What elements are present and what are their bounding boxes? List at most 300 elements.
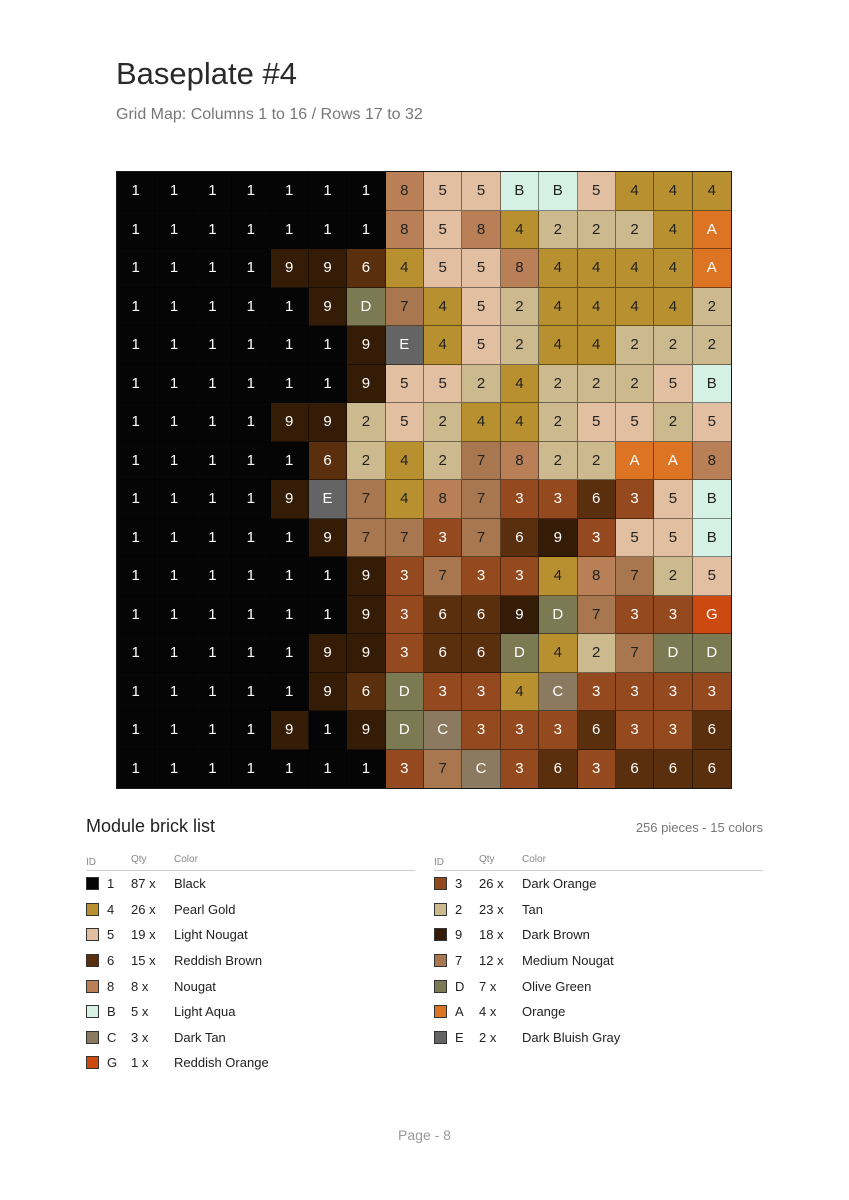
color-swatch	[434, 903, 447, 916]
grid-cell: 9	[347, 557, 385, 596]
brick-list-item	[434, 973, 763, 999]
grid-cell: 1	[271, 288, 309, 327]
brick-qty: 7 x	[479, 978, 497, 994]
grid-cell: B	[693, 480, 731, 519]
grid-cell: E	[386, 326, 424, 365]
grid-cell: 4	[693, 172, 731, 211]
color-swatch	[86, 980, 99, 993]
grid-cell: 1	[155, 634, 193, 673]
brick-id	[434, 979, 479, 994]
grid-cell: 2	[424, 403, 462, 442]
brick-list-item	[434, 948, 763, 974]
header-id: ID	[434, 856, 444, 868]
grid-cell: 1	[117, 596, 155, 635]
brick-list-summary: 256 pieces - 15 colors	[635, 820, 763, 835]
grid-cell: 1	[232, 673, 270, 712]
grid-cell: 9	[309, 403, 347, 442]
brick-color-name: Reddish Brown	[174, 953, 263, 969]
grid-cell: 1	[194, 288, 232, 327]
brick-id-text: B	[107, 1004, 116, 1020]
brick-id	[86, 979, 131, 994]
grid-cell: 6	[462, 634, 500, 673]
grid-cell: 1	[309, 750, 347, 789]
grid-cell: 3	[654, 596, 692, 635]
grid-cell: 1	[194, 172, 232, 211]
grid-cell: 3	[386, 750, 424, 789]
grid-cell: 1	[194, 480, 232, 519]
grid-cell: 4	[386, 442, 424, 481]
grid-cell: 5	[424, 365, 462, 404]
header-id: ID	[86, 856, 96, 868]
grid-cell: 3	[462, 557, 500, 596]
brick-id-text: A	[455, 1004, 464, 1020]
grid-cell: 2	[578, 211, 616, 250]
brick-qty: 18 x	[479, 927, 504, 943]
grid-cell: 3	[578, 519, 616, 558]
grid-cell: 7	[462, 519, 500, 558]
grid-cell: 6	[693, 711, 731, 750]
grid-cell: 8	[501, 442, 539, 481]
grid-cell: D	[501, 634, 539, 673]
grid-cell: 5	[693, 557, 731, 596]
grid-cell: 4	[501, 403, 539, 442]
grid-cell: 3	[654, 711, 692, 750]
brick-list-header	[434, 854, 763, 871]
page-title: Baseplate #4	[116, 56, 297, 91]
grid-cell: 9	[309, 288, 347, 327]
grid-cell: 1	[271, 442, 309, 481]
grid-cell: 1	[117, 365, 155, 404]
grid-cell: 8	[501, 249, 539, 288]
grid-cell: 1	[155, 365, 193, 404]
grid-cell: 9	[309, 519, 347, 558]
brick-list-item	[434, 1025, 763, 1051]
grid-cell: 9	[501, 596, 539, 635]
grid-cell: 5	[654, 480, 692, 519]
grid-cell: 4	[539, 288, 577, 327]
grid-cell: 1	[155, 673, 193, 712]
grid-cell: 2	[693, 326, 731, 365]
brick-id	[434, 902, 479, 917]
grid-cell: G	[693, 596, 731, 635]
grid-cell: 1	[232, 365, 270, 404]
grid-cell: 2	[539, 442, 577, 481]
grid-cell: D	[386, 711, 424, 750]
brick-qty: 2 x	[479, 1029, 497, 1045]
grid-cell: 5	[424, 249, 462, 288]
grid-cell: 9	[271, 403, 309, 442]
grid-cell: 1	[194, 519, 232, 558]
grid-cell: 4	[386, 249, 424, 288]
grid-cell: 1	[232, 326, 270, 365]
grid-cell: 1	[117, 634, 155, 673]
grid-cell: B	[693, 365, 731, 404]
brick-id-text: 1	[107, 876, 115, 892]
brick-color-name: Tan	[522, 901, 543, 917]
grid-cell: 3	[386, 557, 424, 596]
brick-qty: 26 x	[479, 876, 504, 892]
grid-cell: 7	[462, 442, 500, 481]
grid-cell: 1	[194, 403, 232, 442]
grid-cell: 5	[386, 365, 424, 404]
page-number: Page - 8	[398, 1127, 451, 1143]
grid-cell: A	[693, 211, 731, 250]
grid-cell: 9	[309, 634, 347, 673]
grid-cell: 8	[578, 557, 616, 596]
grid-cell: 1	[271, 365, 309, 404]
color-swatch	[86, 954, 99, 967]
brick-list-item	[434, 897, 763, 923]
grid-cell: 7	[424, 557, 462, 596]
color-swatch	[86, 1031, 99, 1044]
brick-list-item	[86, 973, 415, 999]
grid-cell: 6	[539, 750, 577, 789]
grid-cell: 1	[271, 673, 309, 712]
grid-cell: 4	[616, 172, 654, 211]
grid-cell: 5	[462, 288, 500, 327]
grid-cell: 5	[462, 172, 500, 211]
grid-cell: 1	[309, 557, 347, 596]
grid-cell: 4	[654, 211, 692, 250]
grid-cell: 2	[693, 288, 731, 327]
grid-cell: 1	[155, 596, 193, 635]
grid-cell: 1	[194, 557, 232, 596]
grid-cell: 4	[578, 288, 616, 327]
grid-cell: 3	[386, 634, 424, 673]
grid-cell: 5	[654, 519, 692, 558]
color-swatch	[434, 954, 447, 967]
grid-cell: 3	[462, 673, 500, 712]
grid-cell: 6	[347, 673, 385, 712]
brick-id-text: G	[107, 1055, 118, 1071]
grid-cell: 1	[194, 711, 232, 750]
grid-cell: 9	[347, 326, 385, 365]
grid-cell: D	[539, 596, 577, 635]
grid-cell: 3	[501, 711, 539, 750]
color-swatch	[434, 1005, 447, 1018]
brick-list-left-column	[86, 854, 415, 1076]
grid-cell: 1	[309, 596, 347, 635]
grid-cell: 1	[194, 596, 232, 635]
brick-id-text: 2	[455, 901, 463, 917]
grid-cell: 2	[501, 288, 539, 327]
brick-id-text: D	[455, 978, 465, 994]
grid-cell: 7	[386, 288, 424, 327]
grid-cell: 1	[155, 249, 193, 288]
grid-cell: 1	[232, 711, 270, 750]
brick-list-item	[86, 1025, 415, 1051]
grid-cell: 7	[347, 519, 385, 558]
grid-cell: 1	[347, 750, 385, 789]
grid-cell: C	[462, 750, 500, 789]
brick-list-item	[86, 871, 415, 897]
grid-cell: 4	[654, 249, 692, 288]
grid-cell: 3	[616, 673, 654, 712]
grid-cell: 1	[232, 480, 270, 519]
grid-cell: 3	[616, 596, 654, 635]
grid-cell: 9	[539, 519, 577, 558]
grid-cell: 1	[117, 442, 155, 481]
grid-cell: 9	[347, 634, 385, 673]
grid-cell: 5	[578, 403, 616, 442]
grid-cell: 2	[578, 442, 616, 481]
grid-cell: 1	[232, 442, 270, 481]
grid-cell: 1	[309, 172, 347, 211]
color-swatch	[86, 903, 99, 916]
grid-cell: 1	[194, 211, 232, 250]
grid-cell: 1	[309, 211, 347, 250]
grid-cell: 1	[155, 403, 193, 442]
brick-id-text: 4	[107, 901, 115, 917]
brick-qty: 4 x	[479, 1004, 497, 1020]
grid-cell: 9	[309, 249, 347, 288]
brick-list-item	[86, 897, 415, 923]
grid-cell: D	[347, 288, 385, 327]
grid-cell: 3	[654, 673, 692, 712]
mosaic-grid-map	[116, 171, 732, 789]
grid-cell: 8	[386, 172, 424, 211]
grid-cell: 2	[462, 365, 500, 404]
grid-cell: 2	[578, 365, 616, 404]
color-swatch	[86, 1005, 99, 1018]
grid-cell: 9	[271, 249, 309, 288]
grid-cell: 1	[155, 326, 193, 365]
brick-color-name: Pearl Gold	[174, 901, 236, 917]
grid-cell: 1	[194, 442, 232, 481]
brick-id	[434, 1030, 479, 1045]
grid-cell: 1	[232, 172, 270, 211]
brick-id-text: C	[107, 1029, 117, 1045]
grid-cell: 1	[271, 557, 309, 596]
color-swatch	[434, 877, 447, 890]
grid-cell: 7	[386, 519, 424, 558]
grid-cell: 1	[117, 480, 155, 519]
grid-cell: 9	[271, 480, 309, 519]
grid-cell: 1	[232, 634, 270, 673]
grid-cell: 1	[117, 557, 155, 596]
grid-cell: 1	[117, 673, 155, 712]
grid-cell: 7	[616, 557, 654, 596]
brick-id	[434, 927, 479, 942]
brick-id-text: E	[455, 1029, 464, 1045]
brick-list-item	[434, 922, 763, 948]
grid-cell: 4	[539, 326, 577, 365]
grid-cell: 1	[232, 750, 270, 789]
grid-cell: 5	[654, 365, 692, 404]
grid-cell: 1	[117, 403, 155, 442]
grid-cell: 5	[424, 211, 462, 250]
grid-cell: 3	[539, 711, 577, 750]
grid-cell: 2	[539, 211, 577, 250]
grid-cell: 3	[578, 750, 616, 789]
grid-cell: 2	[501, 326, 539, 365]
grid-cell: 5	[386, 403, 424, 442]
grid-cell: 9	[309, 673, 347, 712]
grid-cell: 3	[693, 673, 731, 712]
brick-qty: 5 x	[131, 1004, 149, 1020]
grid-cell: A	[616, 442, 654, 481]
grid-cell: 3	[424, 673, 462, 712]
grid-cell: 1	[271, 172, 309, 211]
grid-cell: B	[501, 172, 539, 211]
grid-cell: 2	[578, 634, 616, 673]
grid-cell: 1	[309, 711, 347, 750]
grid-cell: 6	[424, 596, 462, 635]
brick-id	[86, 927, 131, 942]
grid-cell: 6	[578, 480, 616, 519]
grid-cell: 7	[578, 596, 616, 635]
grid-cell: 1	[155, 172, 193, 211]
grid-cell: 8	[424, 480, 462, 519]
grid-cell: 1	[347, 172, 385, 211]
brick-color-name: Light Aqua	[174, 1004, 236, 1020]
brick-qty: 12 x	[479, 953, 504, 969]
grid-cell: 1	[117, 326, 155, 365]
brick-list-item	[434, 999, 763, 1025]
grid-cell: 9	[347, 365, 385, 404]
brick-qty: 26 x	[131, 901, 156, 917]
brick-id-text: 3	[455, 876, 463, 892]
brick-color-name: Orange	[522, 1004, 566, 1020]
grid-cell: 3	[578, 673, 616, 712]
grid-cell: 1	[155, 480, 193, 519]
grid-cell: 8	[693, 442, 731, 481]
grid-cell: 4	[424, 288, 462, 327]
grid-cell: 2	[654, 557, 692, 596]
brick-id	[434, 953, 479, 968]
brick-id	[86, 876, 131, 891]
grid-cell: 2	[424, 442, 462, 481]
grid-cell: 2	[616, 211, 654, 250]
grid-cell: 1	[232, 288, 270, 327]
grid-cell: 7	[424, 750, 462, 789]
grid-cell: 4	[424, 326, 462, 365]
brick-list-item	[86, 999, 415, 1025]
grid-cell: 9	[347, 711, 385, 750]
brick-qty: 19 x	[131, 927, 156, 943]
grid-cell: 2	[654, 326, 692, 365]
brick-qty: 87 x	[131, 876, 156, 892]
grid-cell: 6	[578, 711, 616, 750]
grid-cell: 1	[347, 211, 385, 250]
grid-cell: 3	[501, 557, 539, 596]
brick-color-name: Dark Bluish Gray	[522, 1029, 621, 1045]
grid-cell: 6	[654, 750, 692, 789]
grid-cell: 5	[616, 403, 654, 442]
grid-cell: 6	[501, 519, 539, 558]
grid-cell: 1	[271, 596, 309, 635]
grid-cell: A	[693, 249, 731, 288]
grid-cell: C	[424, 711, 462, 750]
brick-id-text: 6	[107, 953, 115, 969]
header-color: Color	[522, 854, 546, 865]
brick-id	[86, 902, 131, 917]
grid-cell: 2	[347, 442, 385, 481]
grid-cell: 1	[232, 403, 270, 442]
grid-cell: 2	[616, 326, 654, 365]
grid-cell: 4	[539, 249, 577, 288]
grid-cell: 4	[578, 326, 616, 365]
grid-cell: 4	[616, 288, 654, 327]
brick-qty: 1 x	[131, 1055, 149, 1071]
grid-cell: 5	[693, 403, 731, 442]
brick-list-item	[86, 922, 415, 948]
grid-cell: 1	[232, 249, 270, 288]
grid-cell: 7	[616, 634, 654, 673]
grid-cell: C	[539, 673, 577, 712]
grid-cell: 1	[155, 442, 193, 481]
grid-cell: 1	[155, 211, 193, 250]
brick-id	[86, 1030, 131, 1045]
grid-cell: 3	[616, 711, 654, 750]
brick-color-name: Light Nougat	[174, 927, 248, 943]
brick-list-item	[86, 948, 415, 974]
grid-cell: 8	[462, 211, 500, 250]
grid-cell: 1	[117, 211, 155, 250]
grid-cell: 9	[347, 596, 385, 635]
grid-cell: 1	[194, 326, 232, 365]
grid-cell: B	[539, 172, 577, 211]
grid-cell: B	[693, 519, 731, 558]
brick-id	[86, 1055, 131, 1070]
brick-color-name: Black	[174, 876, 206, 892]
grid-cell: E	[309, 480, 347, 519]
color-swatch	[86, 877, 99, 890]
grid-cell: 1	[271, 519, 309, 558]
brick-id	[434, 876, 479, 891]
grid-cell: 7	[462, 480, 500, 519]
page-subtitle: Grid Map: Columns 1 to 16 / Rows 17 to 32	[116, 106, 423, 123]
grid-cell: 4	[654, 172, 692, 211]
grid-cell: 2	[539, 365, 577, 404]
grid-cell: 2	[539, 403, 577, 442]
color-swatch	[434, 1031, 447, 1044]
grid-cell: 5	[462, 249, 500, 288]
color-swatch	[86, 1056, 99, 1069]
brick-color-name: Medium Nougat	[522, 953, 614, 969]
grid-cell: 3	[424, 519, 462, 558]
grid-cell: A	[654, 442, 692, 481]
grid-cell: 1	[194, 365, 232, 404]
grid-cell: 1	[271, 634, 309, 673]
grid-cell: 3	[616, 480, 654, 519]
brick-list-header	[86, 854, 415, 871]
color-swatch	[86, 928, 99, 941]
grid-cell: 2	[616, 365, 654, 404]
brick-qty: 8 x	[131, 978, 149, 994]
brick-list-item	[434, 871, 763, 897]
grid-cell: 4	[386, 480, 424, 519]
grid-cell: 1	[117, 249, 155, 288]
grid-cell: 3	[501, 480, 539, 519]
grid-cell: 1	[155, 288, 193, 327]
grid-cell: 1	[232, 211, 270, 250]
grid-cell: D	[386, 673, 424, 712]
brick-id	[86, 1004, 131, 1019]
grid-cell: 9	[271, 711, 309, 750]
grid-cell: 4	[539, 634, 577, 673]
grid-cell: 6	[693, 750, 731, 789]
grid-cell: 3	[501, 750, 539, 789]
grid-cell: 1	[309, 365, 347, 404]
grid-cell: 5	[578, 172, 616, 211]
brick-color-name: Olive Green	[522, 978, 592, 994]
grid-cell: 5	[424, 172, 462, 211]
grid-cell: 1	[232, 519, 270, 558]
grid-cell: 1	[155, 519, 193, 558]
grid-cell: 1	[194, 634, 232, 673]
header-qty: Qty	[479, 854, 495, 865]
